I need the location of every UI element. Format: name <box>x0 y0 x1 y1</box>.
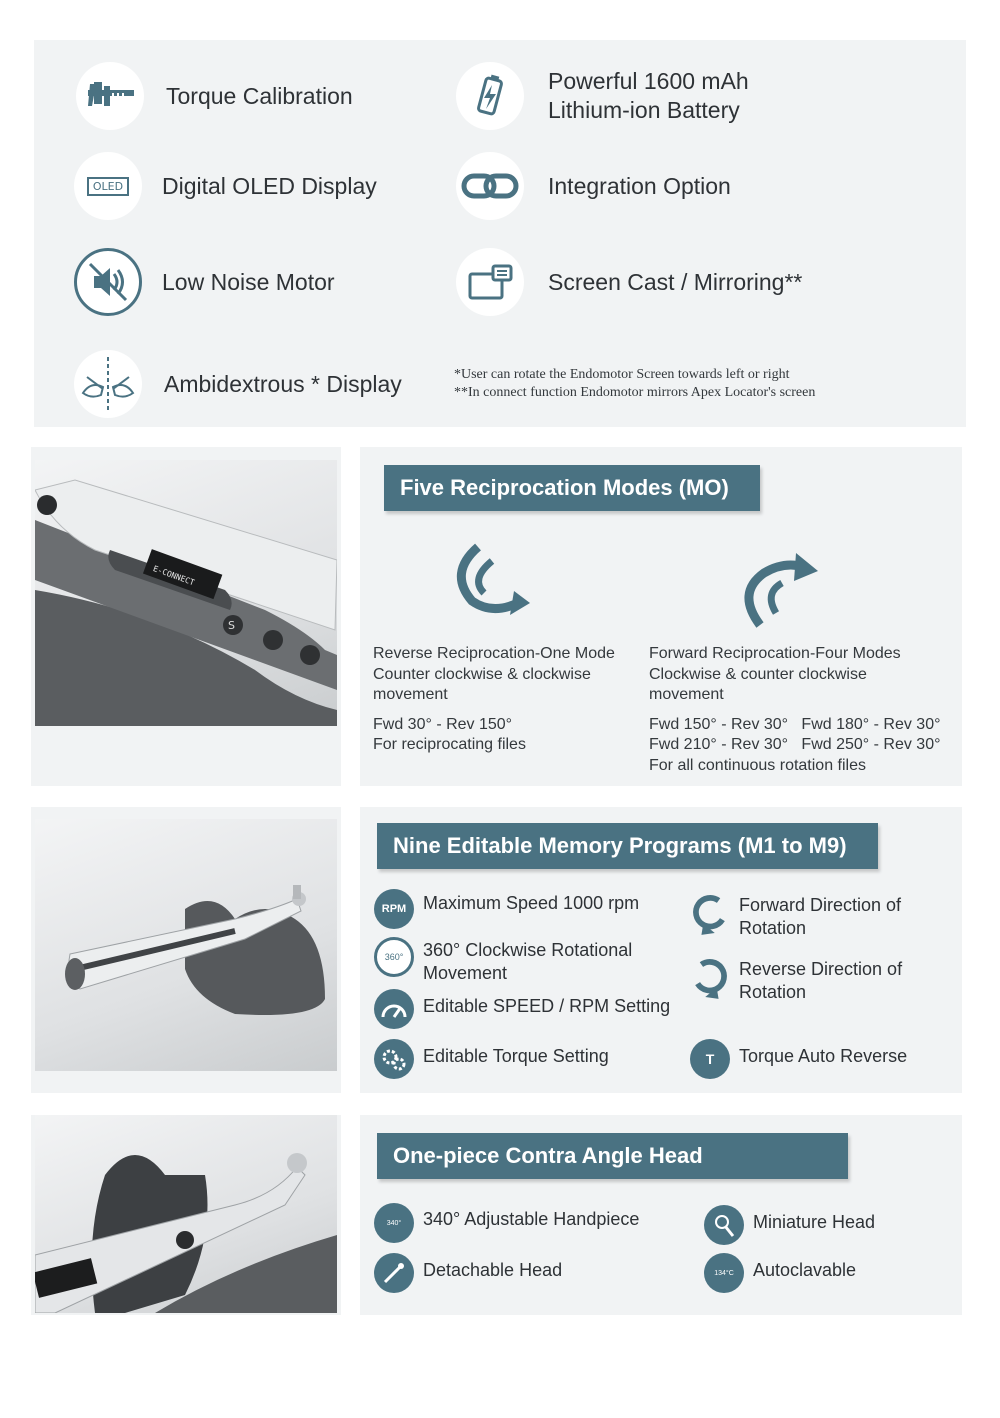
endomotor-photo-stand <box>35 819 337 1071</box>
feature-label: Low Noise Motor <box>162 268 335 295</box>
feature-integration <box>456 152 731 220</box>
speedometer-icon <box>374 989 414 1029</box>
oled-icon-text: OLED <box>87 177 129 196</box>
product-image-panel-1 <box>31 447 341 786</box>
reverse-heading: Reverse Reciprocation-One Mode <box>373 645 615 662</box>
memory-title: Nine Editable Memory Programs (M1 to M9) <box>377 823 878 869</box>
memory-item-label <box>739 894 901 940</box>
feature-screen-cast <box>456 248 802 316</box>
feature-torque-calibration <box>76 62 353 130</box>
memory-item-label <box>423 939 632 985</box>
note-line-2: **In connect function Endomotor mirrors Apex Locator's screen <box>454 385 816 400</box>
head-item-label: Autoclavable <box>753 1260 857 1280</box>
feature-ambidextrous <box>74 350 402 418</box>
features-panel <box>34 40 966 427</box>
autoclave-icon: 134°C <box>704 1253 744 1293</box>
reverse-desc-2: movement <box>373 686 448 703</box>
head-title: One-piece Contra Angle Head <box>377 1133 848 1179</box>
rpm-icon: RPM <box>374 889 414 929</box>
detachable-head-icon <box>374 1253 414 1293</box>
memory-item-torque-reverse <box>690 1039 907 1079</box>
head-item-miniature <box>704 1205 875 1245</box>
forward-mode-text <box>649 644 941 776</box>
forward-desc-2: movement <box>649 686 724 703</box>
head-item-adjustable <box>374 1203 639 1243</box>
adjustable-handpiece-icon: 340° <box>374 1203 414 1243</box>
miniature-head-icon <box>704 1205 744 1245</box>
memory-item-torque-setting <box>374 1039 609 1079</box>
memory-item-label <box>739 958 902 1004</box>
forward-desc-1: Clockwise & counter clockwise <box>649 665 867 683</box>
battery-icon <box>456 62 524 130</box>
reverse-angles: Fwd 30° - Rev 150° <box>373 715 513 733</box>
feature-label-line1: Powerful 1600 mAh <box>548 68 749 94</box>
forward-angles-2: Fwd 210° - Rev 30° Fwd 250° - Rev 30° <box>649 736 941 753</box>
feature-low-noise <box>74 248 335 316</box>
reciprocation-title: Five Reciprocation Modes (MO) <box>384 465 760 511</box>
gears-icon <box>374 1039 414 1079</box>
reverse-mode-text <box>373 644 615 756</box>
contra-angle-panel <box>360 1115 962 1315</box>
memory-item-label-line2: Rotation <box>739 982 807 1002</box>
memory-item-label-line2: Movement <box>423 963 508 983</box>
reverse-rotation-icon <box>690 957 730 997</box>
memory-item-360-rotation <box>374 937 632 985</box>
forward-rotation-arrow-icon <box>740 543 822 634</box>
ambidextrous-hands-icon <box>74 350 142 418</box>
memory-item-reverse-direction <box>690 957 902 1004</box>
reciprocation-panel <box>360 447 962 786</box>
feature-label <box>548 67 749 125</box>
endomotor-photo-head <box>35 1115 337 1313</box>
head-item-label: 340° Adjustable Handpiece <box>423 1209 640 1229</box>
device-button-s: S <box>228 619 235 632</box>
head-item-label: Detachable Head <box>423 1260 563 1280</box>
memory-item-label-line1: 360° Clockwise Rotational <box>423 940 633 960</box>
head-item-autoclavable <box>704 1253 856 1293</box>
mute-speaker-icon <box>74 248 142 316</box>
memory-item-label: Maximum Speed 1000 rpm <box>423 893 640 913</box>
memory-item-label-line2: Rotation <box>739 918 807 938</box>
note-line-1: *User can rotate the Endomotor Screen towards left or right <box>454 367 790 382</box>
memory-item-label-line1: Forward Direction of <box>739 895 902 915</box>
memory-item-forward-direction <box>690 893 901 940</box>
device-screen-label: E-CONNECT <box>151 564 196 588</box>
forward-rotation-icon <box>690 893 730 933</box>
product-image-panel-2 <box>31 807 341 1093</box>
rotation-360-icon: 360° <box>374 937 414 977</box>
feature-label: Digital OLED Display <box>162 172 377 199</box>
memory-programs-panel <box>360 807 962 1093</box>
feature-notes <box>454 366 815 402</box>
product-image-panel-3 <box>31 1115 341 1315</box>
forward-use: For all continuous rotation files <box>649 756 866 774</box>
head-item-detachable <box>374 1253 562 1293</box>
forward-angles-1: Fwd 150° - Rev 30° Fwd 180° - Rev 30° <box>649 715 941 733</box>
feature-battery <box>456 62 749 130</box>
feature-label: Integration Option <box>548 172 731 199</box>
memory-item-label: Editable Torque Setting <box>423 1046 609 1066</box>
memory-item-label: Editable SPEED / RPM Setting <box>423 996 671 1016</box>
torque-reverse-icon: T <box>690 1039 730 1079</box>
feature-oled-display <box>74 152 377 220</box>
oled-icon <box>74 152 142 220</box>
memory-item-speed-setting <box>374 989 670 1029</box>
memory-item-label-line1: Reverse Direction of <box>739 959 903 979</box>
caliper-icon <box>76 62 144 130</box>
endomotor-photo-closeup <box>35 460 337 726</box>
chain-link-icon <box>456 152 524 220</box>
feature-label: Torque Calibration <box>166 82 353 109</box>
screen-cast-icon <box>456 248 524 316</box>
feature-label-line2: Lithium-ion Battery <box>548 97 740 123</box>
head-item-label: Miniature Head <box>753 1212 876 1232</box>
forward-heading: Forward Reciprocation-Four Modes <box>649 645 901 662</box>
reverse-desc-1: Counter clockwise & clockwise <box>373 665 591 683</box>
reverse-use: For reciprocating files <box>373 736 526 753</box>
feature-label: Ambidextrous * Display <box>164 370 402 397</box>
memory-item-label: Torque Auto Reverse <box>739 1046 908 1066</box>
memory-item-max-speed <box>374 889 639 929</box>
feature-label: Screen Cast / Mirroring** <box>548 268 803 295</box>
reverse-rotation-arrow-icon <box>452 543 534 634</box>
